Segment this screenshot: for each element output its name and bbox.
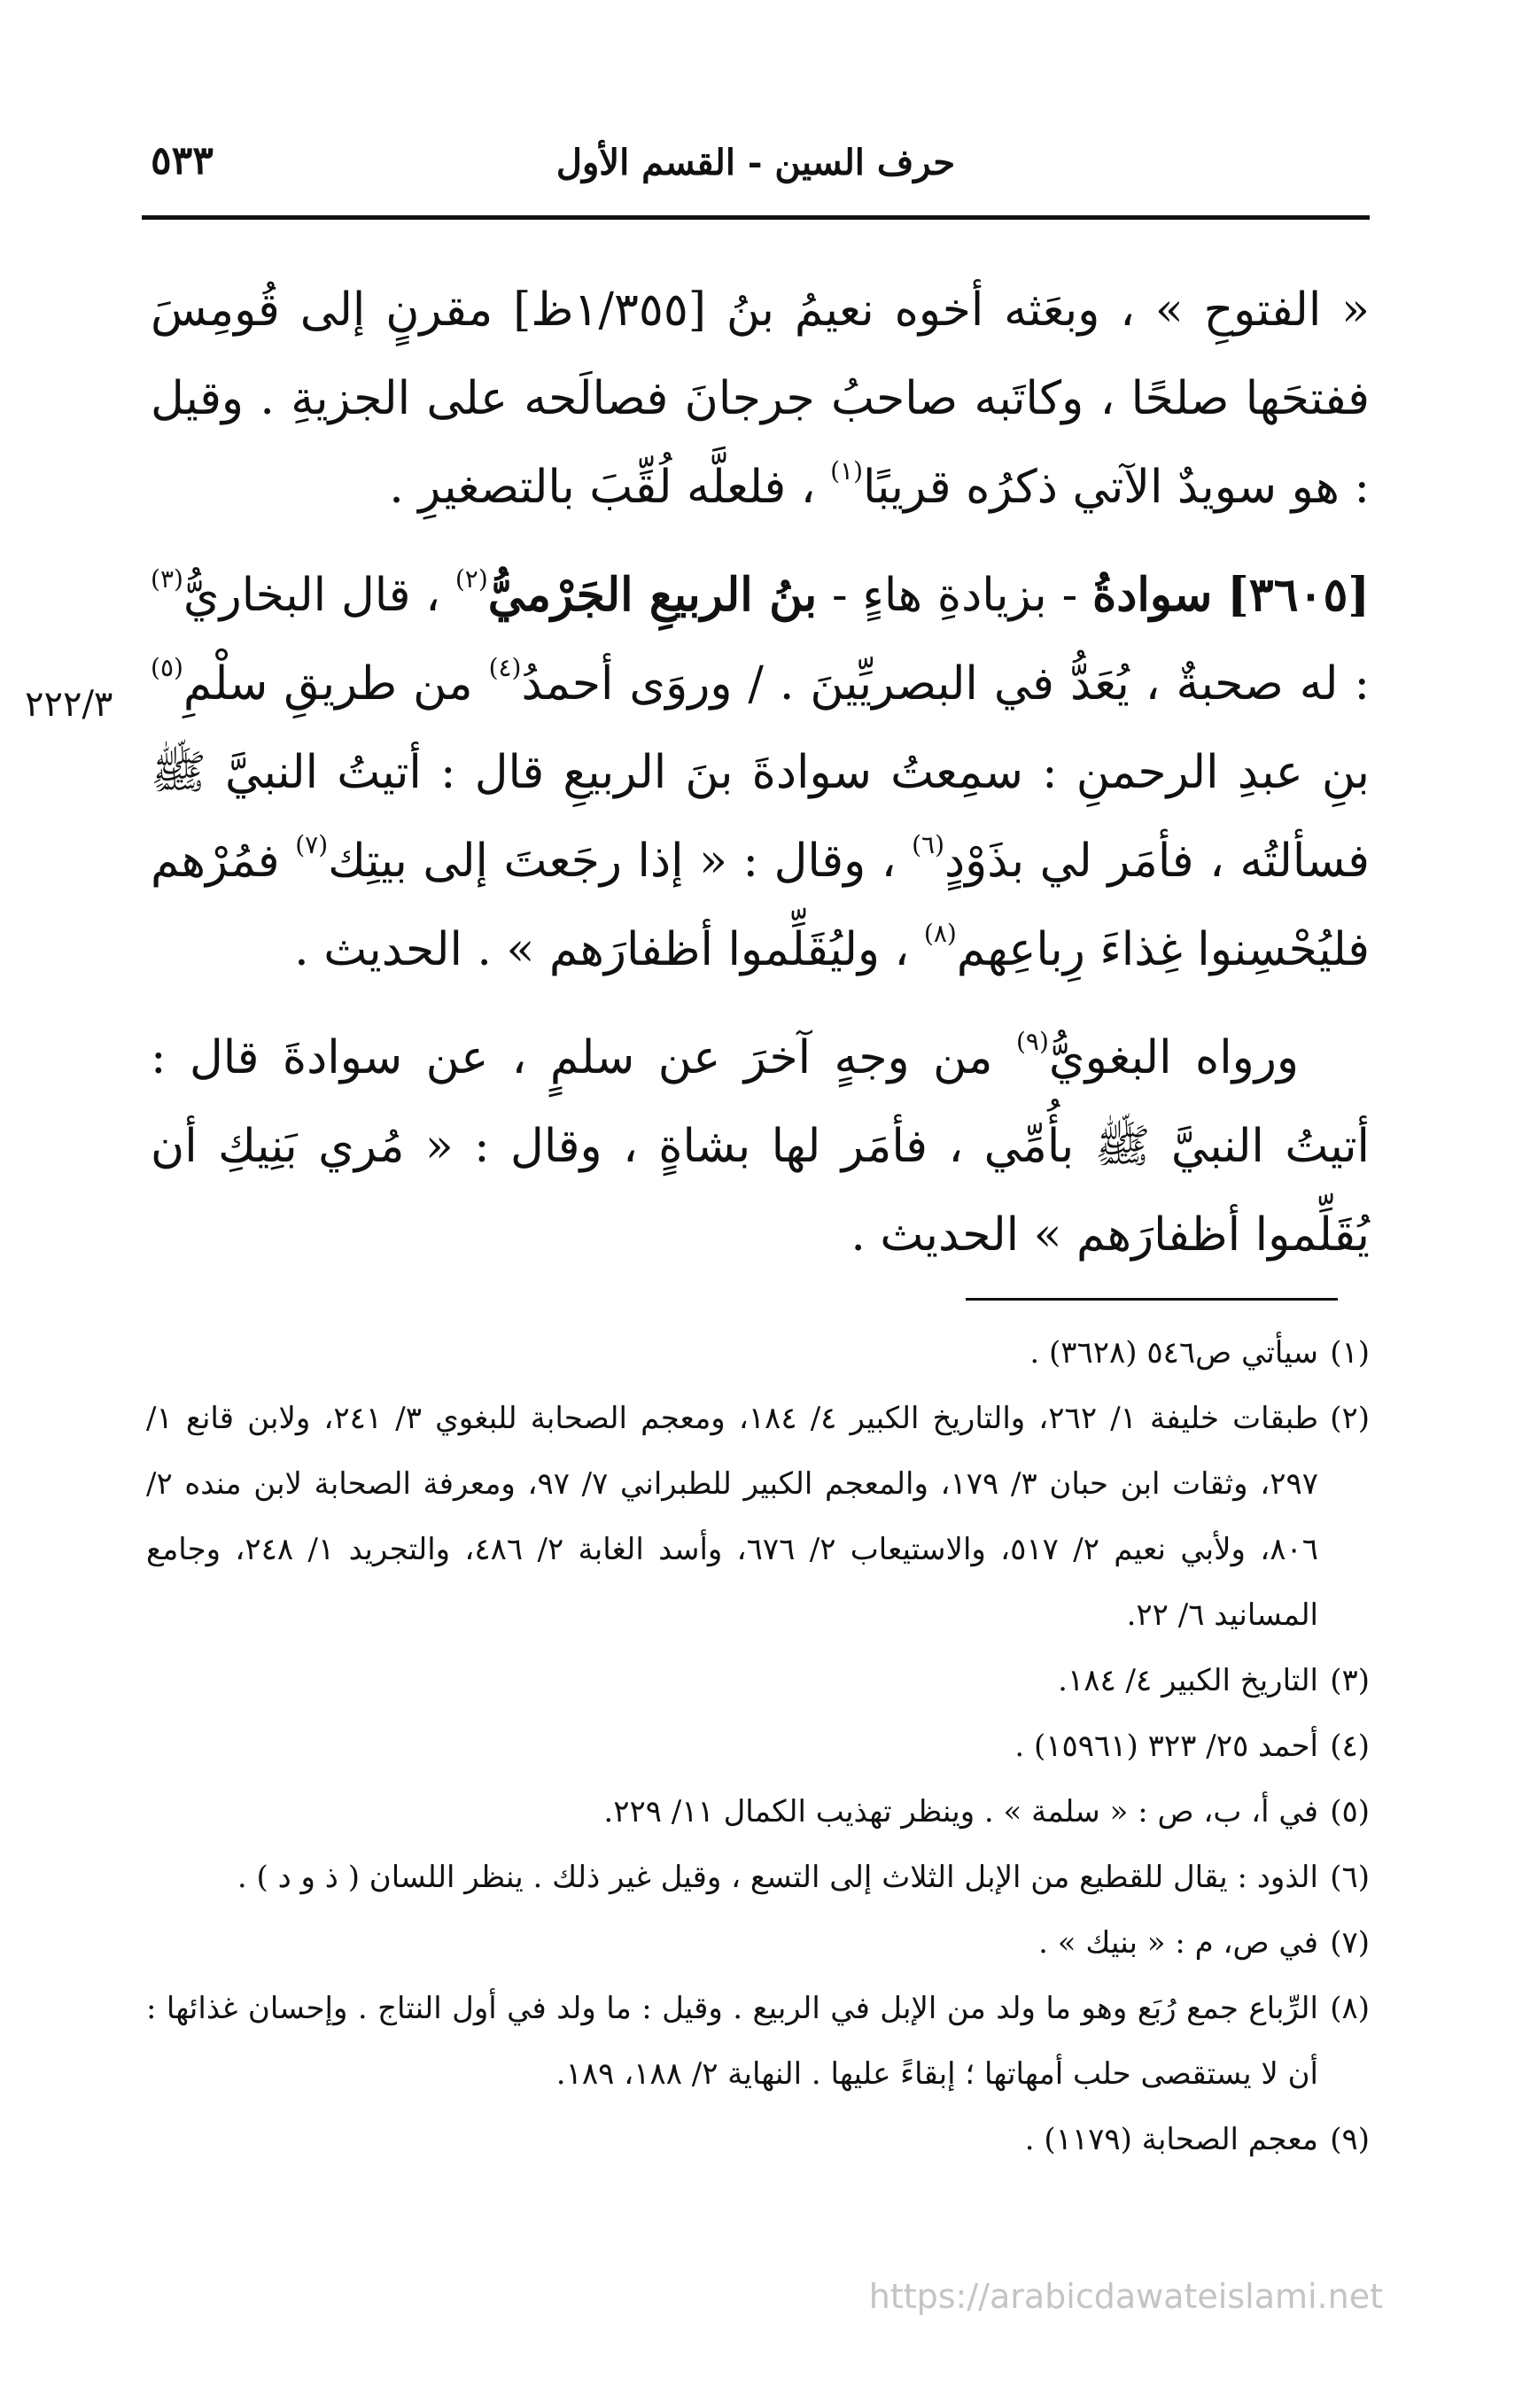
text-span: فمُرْهم فليُحْسِنوا غِذاءَ رِباعِهم bbox=[151, 835, 1370, 976]
footnote-text: سيأتي ص٥٤٦ (٣٦٢٨) . bbox=[1029, 1335, 1318, 1371]
text-span: من طريقِ سلْمِ bbox=[183, 657, 489, 711]
footnote-number: (٨) bbox=[1330, 1991, 1370, 2026]
footnote-number: (٥) bbox=[1330, 1794, 1370, 1829]
margin-reference: ٢٢٢/٣ bbox=[25, 684, 113, 725]
entry-paragraph bbox=[151, 551, 1370, 994]
footnote-item bbox=[146, 1713, 1370, 1779]
text-span: من وجهٍ آخرَ عن سلمٍ ، عن سوادةَ قال : أتيتُ النبيَّ ﷺ بأُمِّي ، فأمَر لها بشاةٍ ، وقال : « مُري بَنِيكِ أن يُقَلِّموا أظفارَهم » الحديث . bbox=[151, 1031, 1370, 1262]
entry-name-lineage: بنُ الربيعِ الجَرْميُّ bbox=[487, 568, 818, 622]
footnote-number: (٧) bbox=[1330, 1925, 1370, 1961]
footnote-text: الذود : يقال للقطيع من الإبل الثلاث إلى التسع ، وقيل غير ذلك . ينظر اللسان ( ذ و د ) . bbox=[237, 1860, 1318, 1895]
footnote-item bbox=[146, 1779, 1370, 1845]
footnote-ref[interactable]: (٢) bbox=[454, 563, 488, 594]
footnote-rule bbox=[966, 1298, 1338, 1301]
paragraph-narration bbox=[151, 1014, 1370, 1279]
text-span: « الفتوحِ » ، وبعَثه أخوه نعيمُ بنُ [١/٣٥٥ظ] مقرنٍ إلى قُومِسَ ففتحَها صلحًا ، وكاتَبه صاحبُ جرجانَ فصالَحه على الجزيةِ . وقيل : هو سويدٌ الآتي ذكرُه قريبًا bbox=[151, 284, 1370, 514]
paragraph-continuation bbox=[151, 266, 1370, 532]
footnote-number: (٤) bbox=[1330, 1728, 1370, 1764]
footnote-ref[interactable]: (٣) bbox=[151, 563, 183, 594]
footnote-text: التاريخ الكبير ٤/ ١٨٤. bbox=[1058, 1663, 1318, 1698]
text-span: - بزيادةِ هاءٍ - bbox=[817, 569, 1092, 622]
footnote-ref[interactable]: (٩) bbox=[1015, 1026, 1049, 1056]
footnote-text: في أ، ب، ص : « سلمة » . وينظر تهذيب الكمال ١١/ ٢٢٩. bbox=[603, 1794, 1318, 1829]
footnote-ref[interactable]: (٥) bbox=[151, 652, 183, 682]
text-span: : له صحبةٌ ، يُعَدُّ في البصريِّينَ . / وروَى أحمدُ bbox=[521, 657, 1370, 711]
footnote-number: (٢) bbox=[1330, 1401, 1371, 1436]
footnote-ref[interactable]: (٨) bbox=[923, 918, 957, 948]
footnote-ref[interactable]: (٧) bbox=[295, 829, 329, 859]
page-number: ٥٣٣ bbox=[151, 138, 214, 183]
footnote-item bbox=[146, 1648, 1370, 1713]
text-span: ، وليُقَلِّموا أظفارَهم » . الحديث . bbox=[294, 923, 924, 976]
footnote-text: أحمد ٢٥/ ٣٢٣ (١٥٩٦١) . bbox=[1014, 1728, 1318, 1764]
footnote-text: معجم الصحابة (١١٧٩) . bbox=[1024, 2122, 1318, 2157]
footnote-item bbox=[146, 1386, 1370, 1648]
footnote-number: (٦) bbox=[1330, 1860, 1370, 1895]
footnote-ref[interactable]: (٤) bbox=[488, 652, 522, 682]
footnote-item bbox=[146, 2107, 1370, 2172]
footnotes bbox=[146, 1320, 1370, 2172]
footnote-ref[interactable]: (٦) bbox=[912, 829, 944, 859]
watermark-url[interactable]: https://arabicdawateislami.net bbox=[868, 2277, 1383, 2316]
footnote-number: (١) bbox=[1330, 1335, 1370, 1371]
footnote-number: (٩) bbox=[1330, 2122, 1370, 2157]
entry-name: سوادةُ bbox=[1091, 568, 1213, 622]
text-span: بنِ عبدِ الرحمنِ : سمِعتُ سوادةَ بنَ الربيعِ قال : أتيتُ النبيَّ ﷺ فسألتُه ، فأمَر لي بذَوْدٍ bbox=[151, 746, 1370, 888]
text-span: ، فلعلَّه لُقِّبَ بالتصغيرِ . bbox=[389, 461, 831, 514]
footnote-item bbox=[146, 1910, 1370, 1976]
footnote-text: الرِّباع جمع رُبَع وهو ما ولد من الإبل في الربيع . وقيل : ما ولد في أول النتاج . وإحسان غذائها : أن لا يستقصى حلب أمهاتها ؛ إبقاءً عليها . النهاية ٢/ ١٨٨، ١٨٩. bbox=[146, 1991, 1318, 2092]
footnote-text: طبقات خليفة ١/ ٢٦٢، والتاريخ الكبير ٤/ ١٨٤، ومعجم الصحابة للبغوي ٣/ ٢٤١، ولابن قانع ١/ ٢٩٧، وثقات ابن حبان ٣/ ١٧٩، والمعجم الكبير للطبراني ٧/ ٩٧، ومعرفة الصحابة لابن منده ٢/ ٨٠٦، ولأبي نعيم ٢/ ٥١٧، والاستيعاب ٢/ ٦٧٦، وأسد الغابة ٢/ ٤٨٦، والتجريد ١/ ٢٤٨، وجامع المسانيد ٦/ ٢٢. bbox=[146, 1401, 1319, 1633]
page-header bbox=[142, 133, 1370, 204]
text-span: ورواه البغويُّ bbox=[1048, 1031, 1299, 1084]
main-text bbox=[151, 266, 1370, 1299]
footnote-item bbox=[146, 1320, 1370, 1386]
text-span: ، قال البخاريُّ bbox=[183, 569, 455, 622]
running-title: حرف السين - القسم الأول bbox=[555, 142, 956, 183]
footnote-item bbox=[146, 1845, 1370, 1910]
entry-number: [٣٦٠٥] bbox=[1227, 568, 1371, 622]
footnote-item bbox=[146, 1976, 1370, 2107]
footnote-text: في ص، م : « بنيك » . bbox=[1038, 1925, 1318, 1961]
footnote-number: (٣) bbox=[1330, 1663, 1370, 1698]
footnote-ref[interactable]: (١) bbox=[830, 455, 864, 485]
text-span: ، وقال : « إذا رجَعتَ إلى بيتِك bbox=[328, 835, 913, 888]
header-rule bbox=[142, 215, 1370, 220]
